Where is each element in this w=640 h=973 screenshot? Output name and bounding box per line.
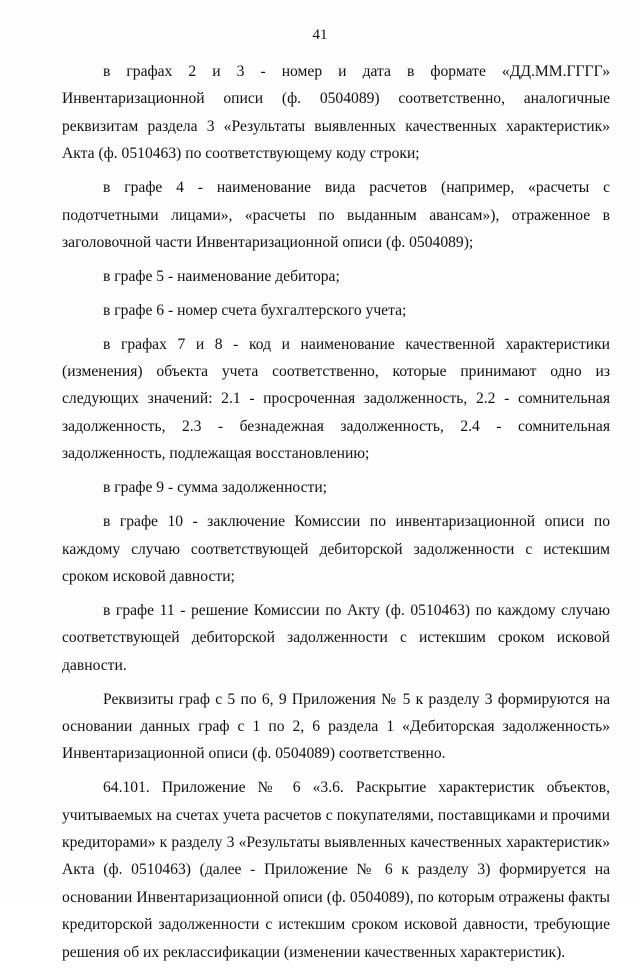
paragraph-column-9: в графе 9 - сумма задолженности;	[103, 479, 328, 497]
paragraph-column-5: в графе 5 - наименование дебитора;	[103, 267, 340, 285]
document-body	[62, 58, 610, 973]
paragraph-columns-7-8: в графах 7 и 8 - код и наименование качественной характеристики (изменения) объекта учета соответственно, которые принимают одно из следующих значений: 2.1 - просроченная задолженность, 2.2 - сомнительная задолженность, 2.3 - безнадежная задолженность, 2.4 - сомнительная задолженность, подлежащая восстановлению;	[62, 335, 610, 463]
paragraph-requisites: Реквизиты граф с 5 по 6, 9 Приложения № 5 к разделу 3 формируются на основании данных граф с 1 по 2, 6 раздела 1 «Дебиторская задолженность» Инвентаризационной описи (ф. 0504089) соответственно.	[62, 690, 610, 763]
paragraph-column-4: в графе 4 - наименование вида расчетов (например, «расчеты с подотчетными лицами», «расчеты по выданным авансам»), отраженное в заголовочной части Инвентаризационной описи (ф. 0504089);	[62, 179, 610, 251]
paragraph-64-101: 64.101. Приложение № 6 «3.6. Раскрытие характеристик объектов, учитываемых на счетах учета расчетов с покупателями, поставщиками и прочими кредиторами» к разделу 3 «Результаты выявленных качественных характеристик» Акта (ф. 0510463) (далее - Приложение № 6 к разделу 3) формируется на основании Инвентаризационной описи (ф. 0504089), по которым отражены факты кредиторской задолженности с истекшим сроком исковой давности, требующие решения об их реклассификации (изменении качественных характеристик).	[62, 779, 610, 961]
paragraph-columns-2-3: в графах 2 и 3 - номер и дата в формате «ДД.ММ.ГГГГ» Инвентаризационной описи (ф. 0504089) соответственно, аналогичные реквизитам раздела 3 «Результаты выявленных качественных характеристик» Акта (ф. 0510463) по соответствующему коду строки;	[62, 63, 610, 163]
paragraph-column-11: в графе 11 - решение Комиссии по Акту (ф. 0510463) по каждому случаю соответствующей дебиторской задолженности с истекшим сроком исковой давности.	[62, 601, 610, 674]
page-number: 41	[312, 27, 328, 43]
paragraph-column-6: в графе 6 - номер счета бухгалтерского учета;	[103, 301, 407, 319]
paragraph-column-10: в графе 10 - заключение Комиссии по инвентаризационной описи по каждому случаю соответствующей дебиторской задолженности с истекшим сроком исковой давности;	[62, 513, 610, 585]
